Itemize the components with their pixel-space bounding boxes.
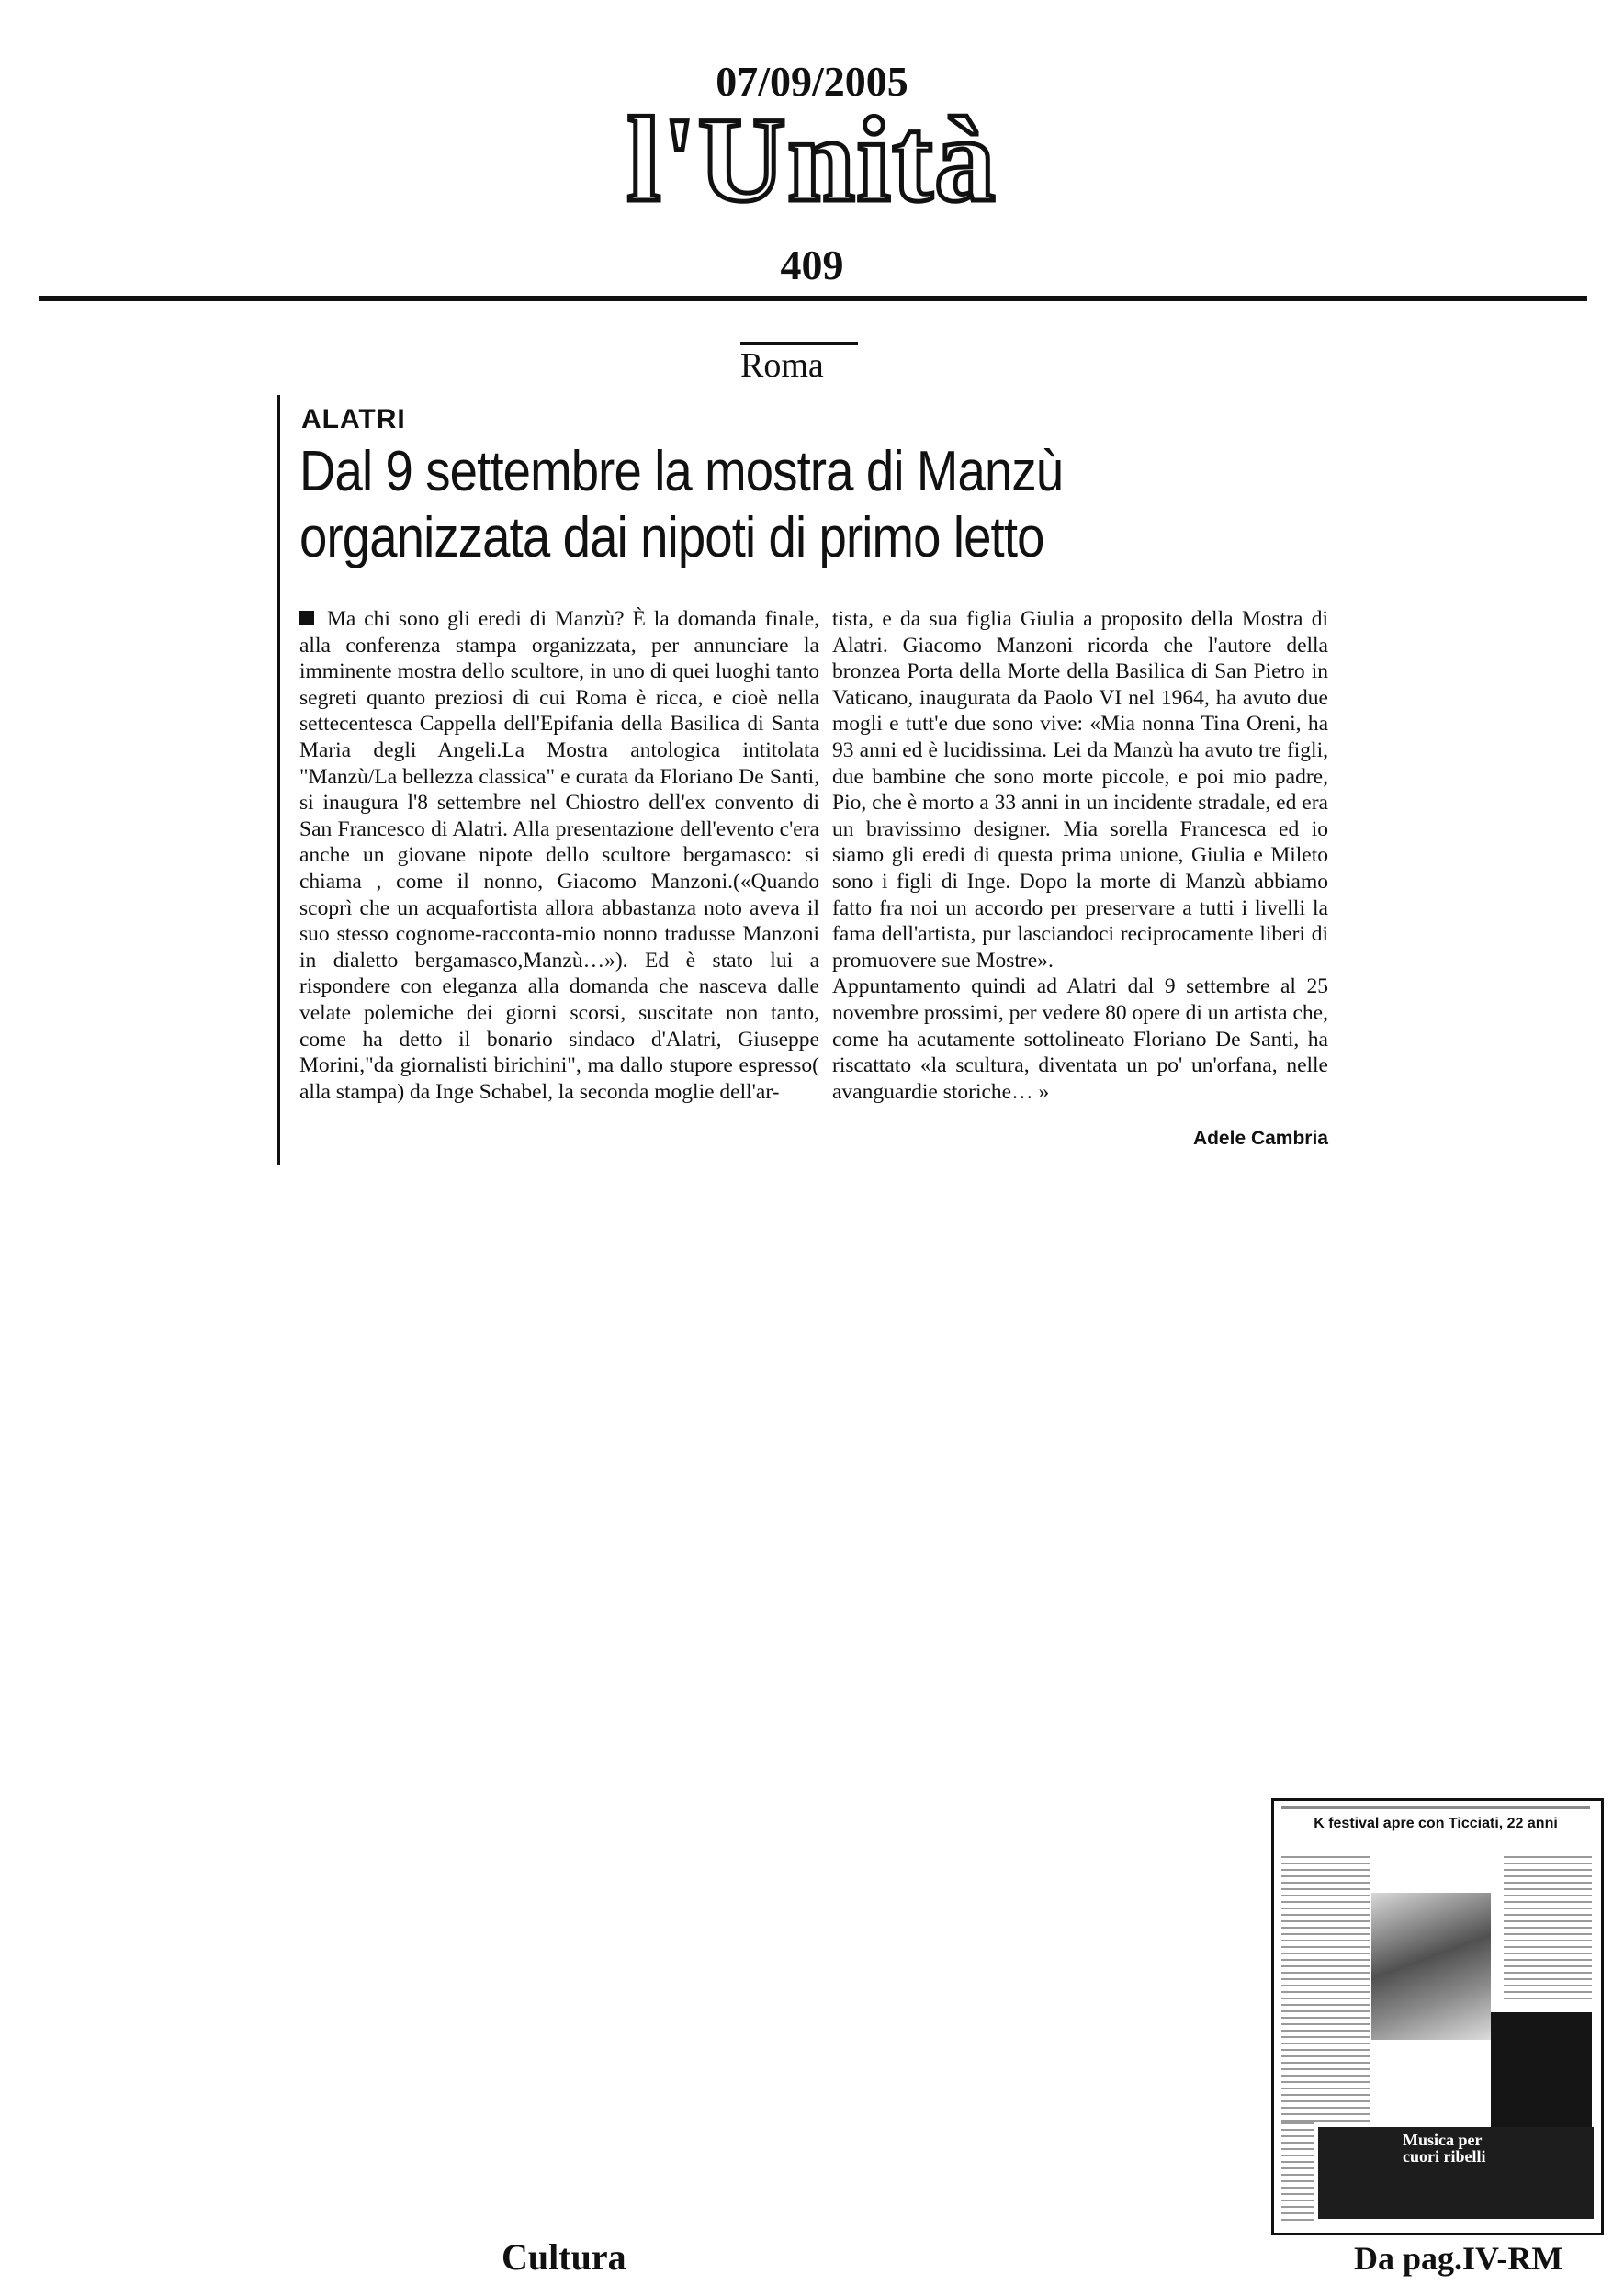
footer-section: Cultura <box>502 2236 626 2278</box>
thumbnail-headline: K festival apre con Ticciati, 22 anni <box>1314 1816 1558 1831</box>
thumbnail-text-column <box>1281 1856 1370 2122</box>
article-headline: Dal 9 settembre la mostra di Manzù organizzata dai nipoti di primo letto <box>299 440 1064 569</box>
page-thumbnail <box>1271 1798 1604 2235</box>
header-divider <box>39 296 1587 301</box>
article-byline: Adele Cambria <box>1192 1128 1328 1149</box>
article-column-1 <box>299 606 819 1105</box>
paragraph-bullet-icon <box>299 611 314 625</box>
footer-source-page: Da pag.IV-RM <box>1354 2240 1563 2277</box>
thumbnail-photo <box>1371 1893 1491 2040</box>
article-kicker: ALATRI <box>301 404 406 434</box>
article-text-col1: Ma chi sono gli eredi di Manzù? È la domanda finale, alla conferenza stampa organizzata, per annunciare la imminente mostra dello scultore, in uno di quei luoghi tanto segreti quanto preziosi di cui Roma è ricca, e cioè nella settecentesca Cappella dell'Epifania della Basilica di Santa Maria degli Angeli.La Mostra antologica intitolata "Manzù/La bellezza classica" e curata da Floriano De Santi, si inaugura l'8 settembre nel Chiostro dell'ex convento di San Francesco di Alatri. Alla presentazione dell'evento c'era anche un giovane nipote dello scultore bergamasco: si chiama , come il nonno, Giacomo Manzoni.(«Quando scoprì che un acquafortista allora abbastanza noto aveva il suo stesso cognome-racconta-mio nonno tradusse Manzoni in dialetto bergamasco,Manzù…»). Ed è stato lui a rispondere con eleganza alla domanda che nasceva dalle velate polemiche dei giorni scorsi, suscitate non tanto, come ha detto il bonario sindaco d'Alatri, Giuseppe Morini,"da giornalisti birichini", ma dallo stupore espresso( alla stampa) da Inge Schabel, la seconda moglie dell'ar- <box>299 607 819 1104</box>
clipping-number: 409 <box>780 242 844 288</box>
thumbnail-text-column <box>1504 1856 1592 2003</box>
newspaper-masthead: l'Unità <box>626 92 998 227</box>
section-label: Roma <box>740 346 824 385</box>
clipping-date: 07/09/2005 <box>716 58 908 105</box>
article-text-col2-p1: tista, e da sua figlia Giulia a proposito della Mostra di Alatri. Giacomo Manzoni ricorda che l'autore della bronzea Porta della Morte della Basilica di San Pietro in Vaticano, inaugurata da Paolo VI nel 1964, ha avuto due mogli e tutt'e due sono vive: «Mia nonna Tina Oreni, ha 93 anni ed è lucidissima. Lei da Manzù ha avuto tre figli, due bambine che sono morte piccole, e poi mio padre, Pio, che è morto a 33 anni in un incidente stradale, ed era un bravissimo designer. Mia sorella Francesca ed io siamo gli eredi di questa prima unione, Giulia e Mileto sono i figli di Inge. Dopo la morte di Manzù abbiamo fatto fra noi un accordo per preservare a tutti i livelli la fama dell'artista, pur lasciandoci reciprocamente liberi di promuovere sue Mostre». <box>832 607 1328 973</box>
article-side-rule <box>277 395 280 1165</box>
thumbnail-top-rule <box>1281 1806 1590 1809</box>
thumbnail-advert-text: Musica per cuori ribelli <box>1403 2131 1486 2166</box>
thumbnail-text-column <box>1281 2122 1314 2223</box>
article-text-col2-p2: Appuntamento quindi ad Alatri dal 9 settembre al 25 novembre prossimi, per vedere 80 opere di un artista che, come ha acutamente sottolineato Floriano De Santi, ha riscattato «la scultura, diventata un po' un'orfana, nelle avanguardie storiche… » <box>832 974 1328 1104</box>
article-column-2 <box>832 606 1328 1105</box>
